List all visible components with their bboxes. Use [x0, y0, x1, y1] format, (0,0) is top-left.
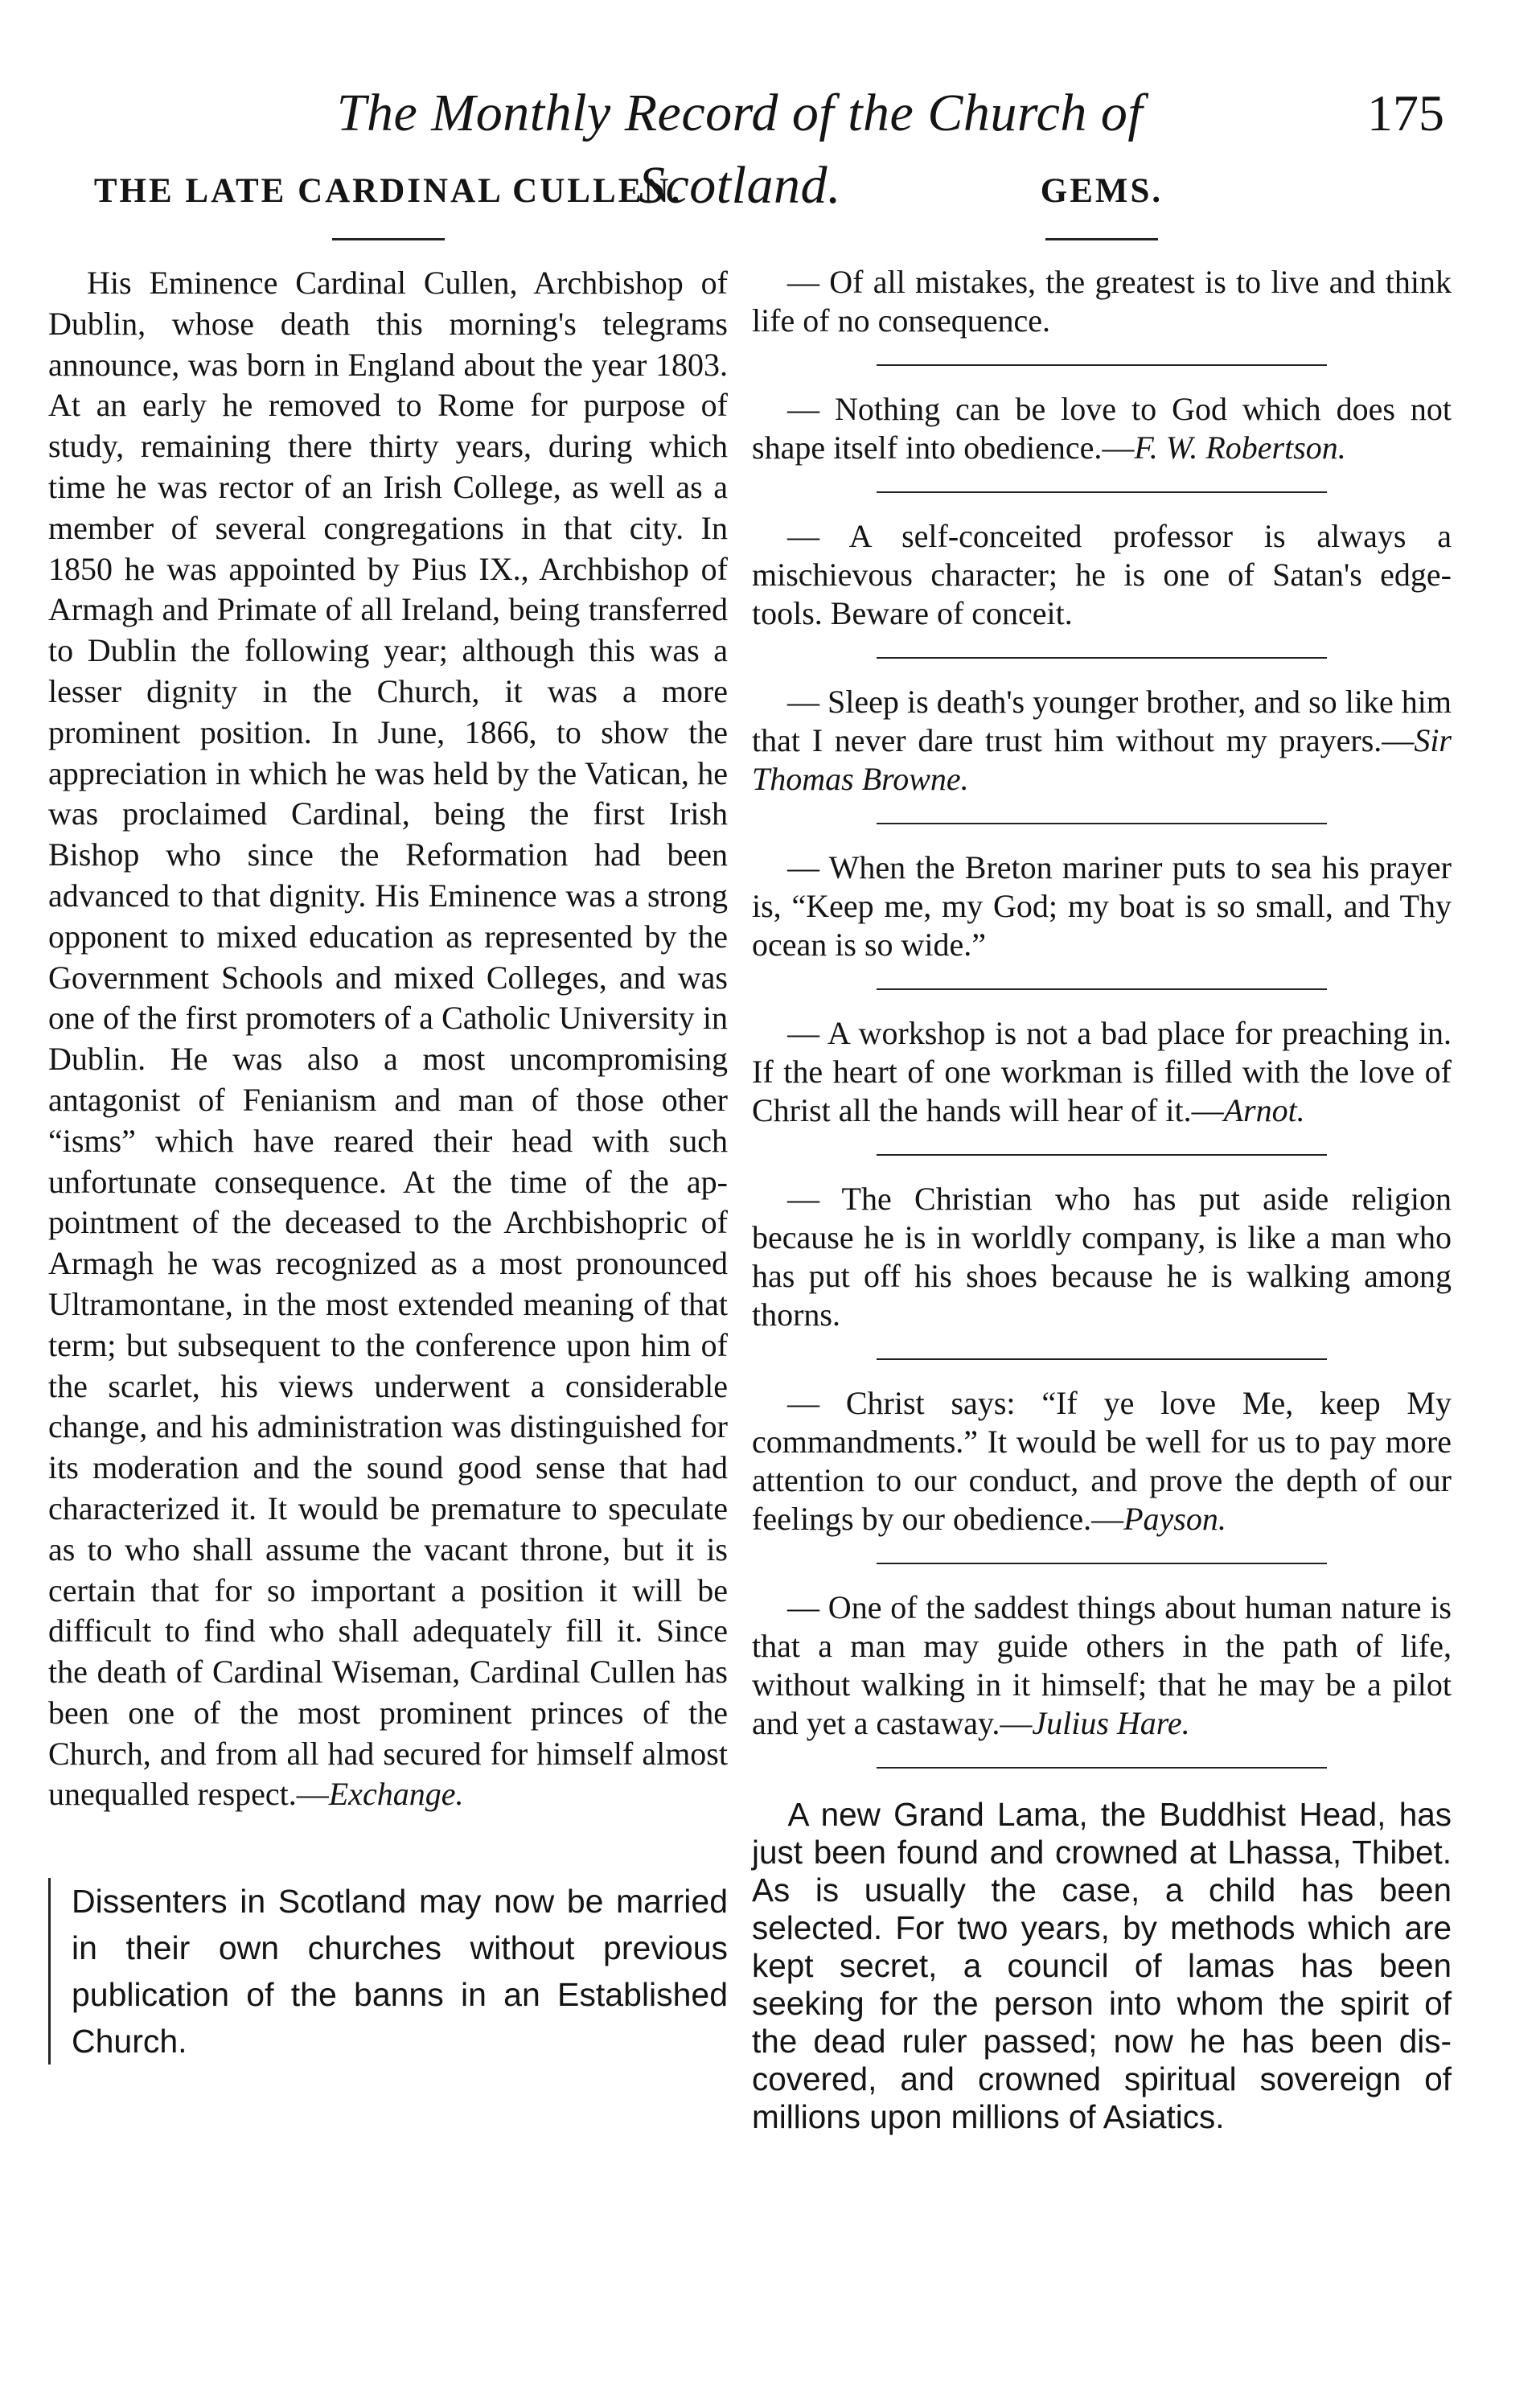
- gem-divider: [877, 364, 1327, 366]
- gem-divider: [877, 1154, 1327, 1156]
- gem-divider: [877, 988, 1327, 990]
- dissenters-note: Dissenters in Scotland may now be married in their own churches without previous publication of the banns in an Established Church.: [48, 1878, 728, 2064]
- grand-lama-news: [752, 1796, 1452, 2136]
- gem-item: [752, 390, 1452, 467]
- gem-item: [752, 848, 1452, 964]
- gem-attribution: Julius Hare.: [1032, 1705, 1190, 1741]
- running-title: The Monthly Record of the Church of Scotland.: [336, 84, 1144, 215]
- gem-text: — Sleep is death's younger brother, and so like him that I never dare trust him without my prayers.—: [752, 684, 1452, 758]
- gem-item: [752, 263, 1452, 340]
- right-column: [752, 169, 1452, 2136]
- gems-title-rule: [1045, 238, 1158, 240]
- gem-divider: [877, 657, 1327, 659]
- gem-attribution: Payson.: [1123, 1501, 1226, 1537]
- gem-divider: [877, 823, 1327, 824]
- article-body: [48, 263, 728, 1815]
- gem-text: — A self-conceited professor is always a mischievous character; he is one of Satan's edge-tools. Beware of conceit.: [752, 518, 1452, 631]
- gem-item: [752, 1588, 1452, 1743]
- gem-divider: [877, 1563, 1327, 1564]
- gem-attribution: Sir Thomas Browne.: [752, 722, 1452, 797]
- gem-item: [752, 1384, 1452, 1539]
- gem-text: — A workshop is not a bad place for preaching in. If the heart of one workman is filled with the love of Christ all the hands will hear of it.—: [752, 1015, 1452, 1128]
- gem-text: — One of the saddest things about human nature is that a man may guide others in the path of life, without walking in it himself; that he may be a pilot and yet a castaway.—: [752, 1589, 1452, 1741]
- article-body-text: His Eminence Cardinal Cullen, Archbishop of Dublin, whose death this morning's telegrams announce, was born in England about the year 1803. At an early he removed to Rome for purpose of study, remaining there thirty years, during which time he was rector of an Irish College, as well as a member of several congregations in that city. In 1850 he was appointed by Pius IX., Archbishop of Armagh and Primate of all Ireland, being transferred to Dublin the following year; although this was a lesser dignity in the Church, it was a more prominent position. In June, 1866, to show the appreciation in which he was held by the Vatican, he was proclaimed Cardinal, being the first Irish Bishop who since the Reformation had been advanced to that dignity. His Eminence was a strong opponent to mixed education as represented by the Government Schools and mixed Colleges, and was one of the first promoters of a Catholic University in Dublin. He was also a most uncompromising antagonist of Fenianism and man of those other “isms” which have reared their head with such unfortunate consequence. At the time of the appointment of the deceased to the Archbishopric of Armagh he was recognized as a most pronounced Ultramontane, in the most extended meaning of that term; but subsequent to the conference upon him of the scarlet, his views underwent a considerable change, and his administration was distinguished for its moderation and the sound good sense that had characterized it. It would be premature to speculate as to who shall assume the vacant throne, but it is certain that for so important a position it will be difficult to find who shall adequately fill it. Since the death of Cardinal Wiseman, Cardinal Cullen has been one of the most prominent princes of the Church, and from all had secured for himself almost unequalled respect.—: [48, 265, 728, 1813]
- gem-divider: [877, 1358, 1327, 1360]
- gem-text: — When the Breton mariner puts to sea his prayer is, “Keep me, my God; my boat is so small, and Thy ocean is so wide.”: [752, 849, 1452, 963]
- gem-divider: [877, 1767, 1327, 1769]
- article-source: Exchange.: [328, 1776, 464, 1813]
- gem-text: — Nothing can be love to God which does not shape itself into obedience.—: [752, 391, 1452, 466]
- gems-title: GEMS.: [1040, 172, 1164, 210]
- grand-lama-text: A new Grand Lama, the Buddhist Head, has just been found and crowned at Lhassa, Thibet. As is usually the case, a child has been selected. For two years, by methods which are kept secret, a council of lamas has been seeking for the person into whom the spirit of the dead ruler passed; now he has been discovered, and crowned spiritual sovereign of millions upon millions of Asiatics.: [752, 1796, 1452, 2135]
- gem-item: [752, 517, 1452, 633]
- title-rule: [332, 238, 445, 240]
- gem-item: [752, 1014, 1452, 1130]
- gem-attribution: F. W. Robertson.: [1134, 429, 1346, 466]
- gem-text: — Of all mistakes, the greatest is to live and think life of no consequence.: [752, 264, 1452, 339]
- gem-text: — The Christian who has put aside religion because he is in worldly company, is like a man who has put off his shoes because he is walking among thorns.: [752, 1181, 1452, 1333]
- gem-item: [752, 1180, 1452, 1334]
- gem-text: — Christ says: “If ye love Me, keep My commandments.” It would be well for us to pay more attention to our conduct, and prove the depth of our feelings by our obedience.—: [752, 1385, 1452, 1537]
- left-column: [48, 169, 728, 2064]
- gem-attribution: Arnot.: [1223, 1092, 1305, 1128]
- article-title: THE LATE CARDINAL CULLEN.: [93, 172, 683, 210]
- gem-item: [752, 683, 1452, 799]
- page-number: 175: [1367, 84, 1444, 142]
- gem-divider: [877, 491, 1327, 493]
